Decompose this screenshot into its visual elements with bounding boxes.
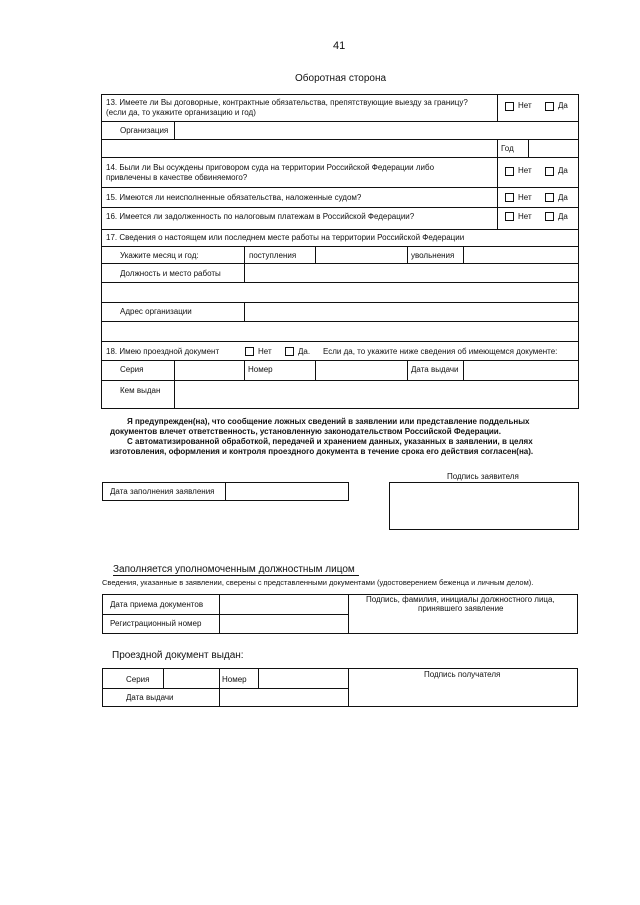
warning-line3: С автоматизированной обработкой, передачей и хранением данных, указанных в заявлении, в целях: [127, 437, 533, 446]
official-signature-area[interactable]: [349, 614, 577, 633]
q16-no-label: Нет: [518, 212, 532, 221]
receipt-date-input[interactable]: [220, 595, 347, 613]
q17-dismissal-label: увольнения: [411, 251, 455, 260]
recipient-signature-label: Подпись получателя: [424, 670, 501, 679]
q17-address-input[interactable]: [245, 303, 578, 320]
q17-address-input-2[interactable]: [102, 322, 578, 340]
q17-address-label: Адрес организации: [120, 307, 192, 316]
q16-text: 16. Имеется ли задолженность по налоговым платежам в Российской Федерации?: [106, 212, 415, 221]
warning-line1: Я предупрежден(на), что сообщение ложных сведений в заявлении или представление поддельных: [127, 417, 530, 426]
q18-yes-label: Да.: [298, 347, 311, 356]
official-title: Заполняется уполномоченным должностным лицом: [113, 564, 355, 575]
issued-date-input[interactable]: [220, 689, 347, 706]
q13-text-line2: (если да, то укажите организацию и год): [106, 108, 256, 117]
recipient-signature-area[interactable]: [349, 682, 577, 706]
q14-no-label: Нет: [518, 166, 532, 175]
official-signature-line1: Подпись, фамилия, инициалы должностного лица,: [366, 595, 555, 604]
q13-no-label: Нет: [518, 101, 532, 110]
q13-yes-label: Да: [558, 101, 568, 110]
q17-text: 17. Сведения о настоящем или последнем месте работы на территории Российской Федерации: [106, 233, 465, 242]
official-note: Сведения, указанные в заявлении, сверены с представленными документами (удостоверением беженца и личным делом).: [102, 578, 534, 587]
q15-yes-label: Да: [558, 193, 568, 202]
q15-no-label: Нет: [518, 193, 532, 202]
q17-dismissal-input[interactable]: [464, 247, 578, 262]
q13-text-line1: 13. Имеете ли Вы договорные, контрактные обязательства, препятствующие выезду за границу?: [106, 98, 468, 107]
q16-yes-label: Да: [558, 212, 568, 221]
q17-position-label: Должность и место работы: [120, 269, 221, 278]
applicant-signature-label: Подпись заявителя: [447, 472, 519, 481]
q13-org-input-2[interactable]: [102, 140, 496, 157]
q18-number-input[interactable]: [316, 361, 406, 379]
issued-number-label: Номер: [222, 675, 247, 684]
receipt-date-label: Дата приема документов: [110, 600, 204, 609]
q17-month-year-label: Укажите месяц и год:: [120, 251, 199, 260]
q18-issued-by-label: Кем выдан: [120, 386, 161, 395]
q18-no-checkbox[interactable]: [245, 347, 254, 356]
issued-series-input[interactable]: [164, 669, 218, 687]
issued-title: Проездной документ выдан:: [112, 650, 244, 661]
side-title: Оборотная сторона: [295, 73, 387, 84]
q14-text-line2: привлечены в качестве обвиняемого?: [106, 173, 248, 182]
q16-no-checkbox[interactable]: [505, 212, 514, 221]
q14-yes-checkbox[interactable]: [545, 167, 554, 176]
reg-number-input[interactable]: [220, 615, 347, 633]
q18-no-label: Нет: [258, 347, 272, 356]
q13-yes-checkbox[interactable]: [545, 102, 554, 111]
q18-issue-date-input[interactable]: [464, 361, 578, 379]
q14-no-checkbox[interactable]: [505, 167, 514, 176]
q18-text-suffix: Если да, то укажите ниже сведения об имеющемся документе:: [323, 347, 558, 356]
issued-series-label: Серия: [126, 675, 150, 684]
q14-yes-label: Да: [558, 166, 568, 175]
q13-year-label: Год: [501, 144, 514, 153]
q15-yes-checkbox[interactable]: [545, 193, 554, 202]
warning-line2: документов влечет ответственность, установленную законодательством Российской Федерации.: [110, 427, 501, 436]
q17-position-input-2[interactable]: [102, 283, 578, 301]
q18-number-label: Номер: [248, 365, 273, 374]
q18-text-prefix: 18. Имею проездной документ: [106, 347, 220, 356]
q13-org-input[interactable]: [175, 122, 578, 138]
q18-issued-by-input[interactable]: [175, 381, 578, 408]
issued-date-label: Дата выдачи: [126, 693, 174, 702]
q14-text-line1: 14. Были ли Вы осуждены приговором суда на территории Российской Федерации либо: [106, 163, 435, 172]
warning-line4: изготовления, оформления и контроля проездного документа в течение срока его действия согласен(на).: [110, 447, 534, 456]
page-number: 41: [333, 40, 346, 52]
q17-hire-input[interactable]: [316, 247, 406, 262]
issued-number-input[interactable]: [259, 669, 347, 687]
q17-position-input[interactable]: [245, 264, 578, 281]
q13-year-input[interactable]: [529, 140, 578, 157]
q18-yes-checkbox[interactable]: [285, 347, 294, 356]
reg-number-label: Регистрационный номер: [110, 619, 202, 628]
official-signature-line2: принявшего заявление: [418, 604, 504, 613]
q17-hire-label: поступления: [249, 251, 297, 260]
q13-org-label: Организация: [120, 126, 169, 135]
q15-text: 15. Имеются ли неисполненные обязательства, наложенные судом?: [106, 193, 362, 202]
q18-issue-date-label: Дата выдачи: [411, 365, 459, 374]
q13-no-checkbox[interactable]: [505, 102, 514, 111]
q16-yes-checkbox[interactable]: [545, 212, 554, 221]
q18-series-input[interactable]: [175, 361, 243, 379]
fill-date-input[interactable]: [226, 483, 348, 500]
q15-no-checkbox[interactable]: [505, 193, 514, 202]
q18-series-label: Серия: [120, 365, 144, 374]
applicant-signature-box[interactable]: [389, 482, 579, 530]
fill-date-label: Дата заполнения заявления: [110, 487, 215, 496]
